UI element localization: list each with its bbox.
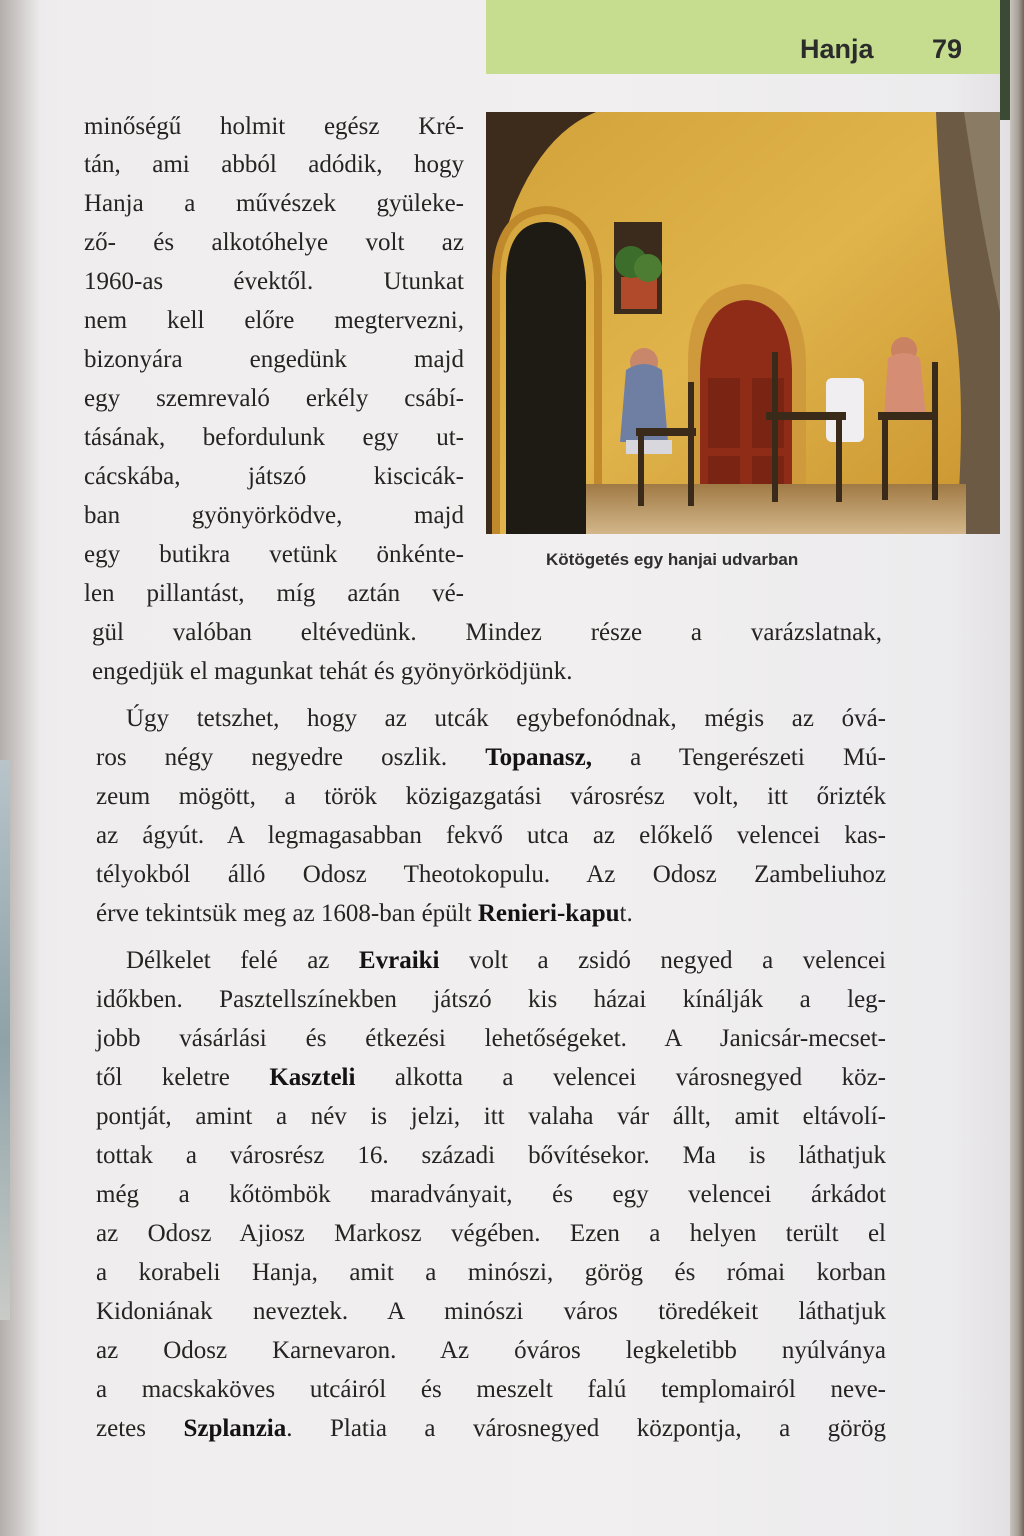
text-line: tásának, befordulunk egy ut-: [84, 424, 464, 451]
text-line: ros négy negyedre oszlik. Topanasz, a Tengerészeti Mú-: [96, 744, 886, 771]
facing-page-edge: [0, 760, 10, 1320]
text-line: len pillantást, míg aztán vé-: [84, 580, 464, 607]
text-line: tán, ami abból adódik, hogy: [84, 151, 464, 178]
text-line: zetes Szplanzia. Platia a városnegyed központja, a görög: [96, 1415, 886, 1442]
text-line: az Odosz Karnevaron. Az óváros legkeletibb nyúlványa: [96, 1337, 886, 1364]
text-line: Hanja a művészek gyüleke-: [84, 190, 464, 217]
text-line: ző- és alkotóhelye volt az: [84, 229, 464, 256]
text-line: télyokból álló Odosz Theotokopulu. Az Odosz Zambeliuhoz: [96, 861, 886, 888]
running-head: Hanja: [800, 34, 874, 64]
text-line: cácskába, játszó kiscicák-: [84, 463, 464, 490]
text-line: zeum mögött, a török közigazgatási városrész volt, itt őrizték: [96, 783, 886, 810]
text-line: 1960-as évektől. Utunkat: [84, 268, 464, 295]
text-line: engedjük el magunkat tehát és gyönyörködjünk.: [92, 658, 573, 685]
text-line: időkben. Pasztellszínekben játszó kis házai kínálják a leg-: [96, 986, 886, 1013]
text-line: az Odosz Ajiosz Markosz végében. Ezen a helyen terült el: [96, 1220, 886, 1247]
text-line: az ágyút. A legmagasabban fekvő utca az előkelő velencei kas-: [96, 822, 886, 849]
text-line: egy szemrevaló erkély csábí-: [84, 385, 464, 412]
header-band-edge: [1000, 0, 1010, 120]
place-name-renieri-kapu: Renieri-kapu: [477, 900, 620, 927]
page-stack-edge: [1010, 0, 1024, 1536]
text-line: egy butikra vetünk önkénte-: [84, 541, 464, 568]
text-line: minőségű holmit egész Kré-: [84, 113, 464, 140]
header-band: [486, 0, 1000, 74]
text-line: nem kell előre megtervezni,: [84, 307, 464, 334]
text-line: a korabeli Hanja, amit a minószi, görög és római korban: [96, 1259, 886, 1286]
text-line: gül valóban eltévedünk. Mindez része a varázslatnak,: [92, 619, 882, 646]
text-line: bizonyára engedünk majd: [84, 346, 464, 373]
courtyard-photo: [486, 112, 1000, 534]
text-line: től keletre Kaszteli alkotta a velencei városnegyed köz-: [96, 1064, 886, 1091]
text-line: Délkelet felé az Evraiki volt a zsidó negyed a velencei: [126, 947, 886, 974]
text-line: tottak a városrész 16. századi bővítésekor. Ma is láthatjuk: [96, 1142, 886, 1169]
text-line: jobb vásárlási és étkezési lehetőségeket. A Janicsár-mecset-: [96, 1025, 886, 1052]
text-line: érve tekintsük meg az 1608-ban épült Renieri-kaput.: [96, 900, 633, 927]
text-line: ban gyönyörködve, majd: [84, 502, 464, 529]
place-name-szplanzia: Szplanzia: [183, 1415, 287, 1442]
text-line: még a kőtömbök maradványait, és egy velencei árkádot: [96, 1181, 886, 1208]
courtyard-illustration: [486, 112, 1000, 534]
text-line: Kidoniának neveztek. A minószi város töredékeit láthatjuk: [96, 1298, 886, 1325]
place-name-topanasz: Topanasz,: [485, 744, 592, 771]
photo-caption: Kötögetés egy hanjai udvarban: [546, 550, 799, 569]
text-line: Úgy tetszhet, hogy az utcák egybefonódnak, mégis az óvá-: [126, 705, 886, 732]
text-line: pontját, amint a név is jelzi, itt valaha vár állt, amit eltávolí-: [96, 1103, 886, 1130]
page-number: 79: [932, 34, 963, 64]
text-line: a macskaköves utcáiról és meszelt falú templomairól neve-: [96, 1376, 886, 1403]
place-name-kaszteli: Kaszteli: [269, 1064, 356, 1091]
place-name-evraiki: Evraiki: [358, 947, 440, 974]
